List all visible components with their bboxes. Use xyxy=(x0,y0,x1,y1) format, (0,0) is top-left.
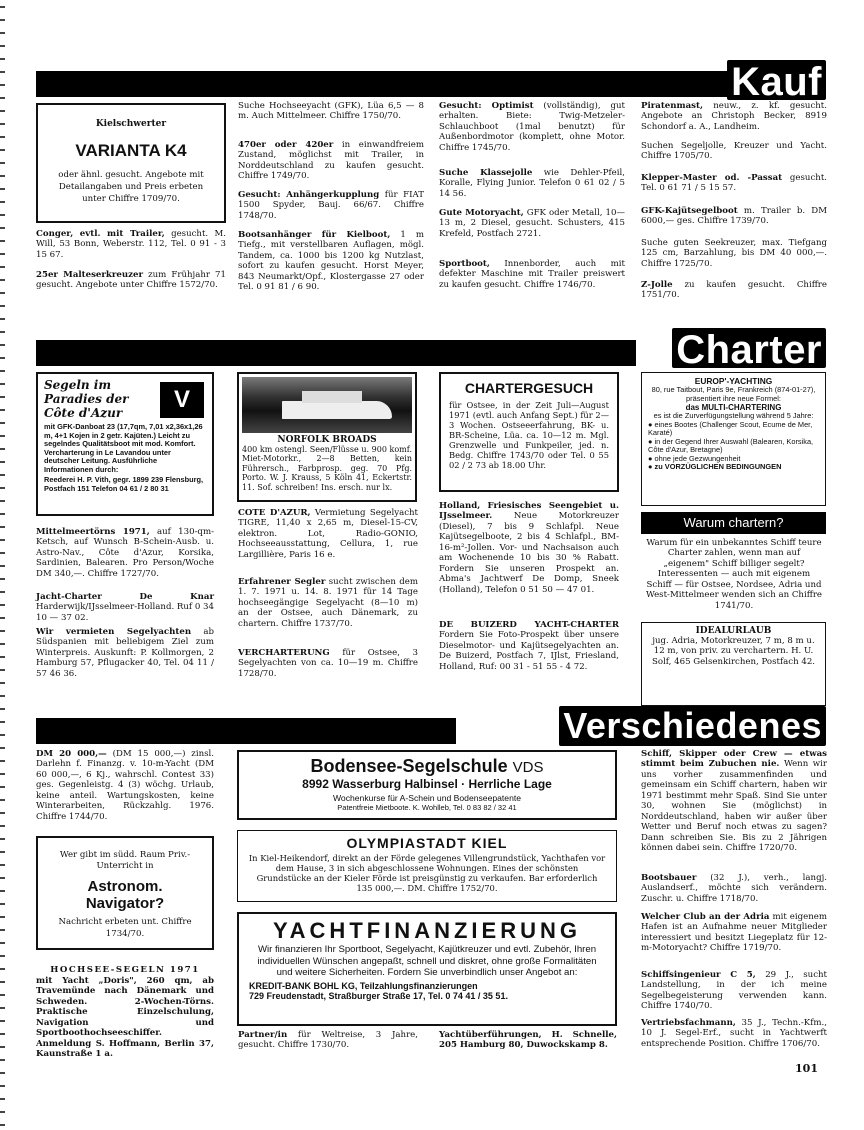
page-edge-binding xyxy=(0,0,5,1130)
kauf-ad-malteser: 25er Malteserkreuzer zum Frühjahr 71 gesucht. Angebote unter Chiffre 1572/70. xyxy=(36,270,226,291)
europ-bullet: ● ohne jede Gezwungenheit xyxy=(648,453,741,463)
astronom-box xyxy=(36,836,214,950)
yachtfin-contact-2: 729 Freudenstadt, Straßburger Straße 17, Tel. 0 74 41 / 35 51. xyxy=(249,990,508,1001)
kauf-ad-470er: 470er oder 420er in einwandfreiem Zustand, möglichst mit Trailer, in Norddeutschland zu kaufen gesucht. Chiffre 1749/70. xyxy=(238,140,424,182)
kauf-ad-bootsanhaenger: Bootsanhänger für Kielboot, 1 m Tiefg., mit verstellbaren Auflagen, mögl. Tandem, ca. 1000 bis 1200 kg Nutzlast, sofort zu kaufen gesucht. Horst Meyer, 843 Neumarkt/Opf., Klostergasse 27 oder Tel. 0 91 81 / 6 90. xyxy=(238,230,424,293)
charter-ad-deknar: Jacht-Charter De Knar Harderwijk/IJsselmeer-Holland. Ruf 0 34 10 — 37 02. xyxy=(36,592,214,623)
verschiedenes-section-title: Verschiedenes xyxy=(559,706,826,746)
kauf-ad-klepper: Klepper-Master od. -Passat gesucht. Tel. 0 61 71 / 5 15 57. xyxy=(641,173,827,194)
norfolk-title: NORFOLK BROADS xyxy=(277,435,377,445)
europ-title: EUROP'-YACHTING xyxy=(694,376,773,386)
versch-ad-vertriebsfachmann: Vertriebsfachmann, 35 J., Techn.-Kfm., 10 J. Segel-Erf., sucht in Yachtwerft entsprechende Position. Chiffre 1706/70. xyxy=(641,1018,827,1049)
bullet-dot-icon: ● xyxy=(648,419,653,429)
europ-intro: 80, rue Taitbout, Paris 9e, Frankreich (874-01-27), präsentiert ihre neue Formel: xyxy=(651,385,816,403)
chartergesuch-title: CHARTERGESUCH xyxy=(464,380,594,396)
kauf-section-bar xyxy=(36,71,736,97)
bodensee-sub: 8992 Wasserburg Halbinsel · Herrliche Lage xyxy=(302,777,552,791)
europ-formula: das MULTI-CHARTERING xyxy=(685,403,782,413)
kauf-ad-optimist: Gesucht: Optimist (vollständig), gut erhalten. Biete: Twig-Metzeler-Schlauchboot (1mal benutzt) für Außenbordmotor (komplett, ohne Motor. Chiffre 1745/70. xyxy=(439,101,625,153)
kauf-ad-piratenmast: Piratenmast, neuw., z. kf. gesucht. Angebote an Christoph Becker, 8919 Schondorf a. A., Landheim. xyxy=(641,101,827,132)
yachtfin-contact-1: KREDIT-BANK BOHL KG, Teilzahlungsfinanzierungen xyxy=(249,980,478,991)
kauf-ad-conger: Conger, evtl. mit Trailer, gesucht. M. Will, 53 Bonn, Weberstr. 112, Tel. 0 91 - 3 15 67. xyxy=(36,229,227,260)
kauf-section-title: Kauf xyxy=(727,60,826,100)
kauf-ad-motoryacht: Gute Motoryacht, GFK oder Metall, 10—13 m, 2 Diesel, gesucht. Schusters, 415 Krefeld, Postfach 2721. xyxy=(439,208,626,239)
idealurlaub-body: jug. Adria, Motorkreuzer, 7 m, 8 m u. 12 m, von priv. zu verchartern. H. U. Solf, 465 Gelsenkirchen, Postfach 42. xyxy=(651,636,816,667)
europ-yachting-box xyxy=(641,372,826,506)
kauf-ad-klassejolle: Suche Klassejolle wie Dehler-Pfeil, Koralle, Flying Junior. Telefon 0 61 02 / 5 14 56. xyxy=(439,168,625,199)
boat-photo xyxy=(242,377,412,433)
olympiastadt-box xyxy=(237,830,617,902)
bodensee-line2: Patentfreie Mietboote. K. Wohlleb, Tel. 0 83 82 / 32 41 xyxy=(337,803,517,812)
versch-ad-schiffsingenieur: Schiffsingenieur C 5, 29 J., sucht Landstellung, in der ich meine Segelbegeisterung verwenden kann. Chiffre 1740/70. xyxy=(641,970,827,1012)
olympiastadt-body: In Kiel-Heikendorf, direkt an der Förde gelegenes Villengrundstück, Yachthafen vor dem Hause, 3 in sich abgeschlossene Wohnungen. Eines der schönsten Grundstücke an der Kieler Förde ist preisgünstig zu verkaufen. Bar erforderlich 135 000,—. DM. Chiffre 1752/70. xyxy=(248,853,606,894)
verschiedenes-section-bar xyxy=(36,718,456,744)
europ-bullet: ● in der Gegend Ihrer Auswahl (Balearen, Korsika, Côte d'Azur, Bretagne) xyxy=(648,436,814,455)
warum-body: Warum für ein unbekanntes Schiff teure Charter zahlen, wenn man auf „eigenem" Schiff billiger segelt? Interessenten — auch mit eigenem Schiff — für Ostsee, Nordsee, Adria und West-Mittelmeer wenden sich an Chiffre 1741/70. xyxy=(645,538,823,611)
yachtfin-title: YACHTFINANZIERUNG xyxy=(273,918,581,943)
kauf-ad-sportboot: Sportboot, Innenborder, auch mit defekter Maschine mit Trailer preiswert zu kaufen gesucht. Chiffre 1746/70. xyxy=(439,259,625,290)
kauf-ad-gfk-kajuet: GFK-Kajütsegelboot m. Trailer b. DM 6000,— ges. Chiffre 1739/70. xyxy=(641,206,827,227)
boat-cabin-shape xyxy=(302,391,362,403)
bullet-dot-icon: ● xyxy=(648,462,653,472)
charter-ad-mittelmeer: Mittelmeertörns 1971, auf 130-qm-Ketsch, auf Wunsch B-Schein-Ausb. u. Astro-Nav., Côte d'Azur, Korsika, Sardinien, Balearen. Pro Person/Woche DM 340,—. Chiffre 1727/70. xyxy=(36,527,214,579)
bodensee-box xyxy=(237,750,617,820)
warum-title: Warum chartern? xyxy=(683,515,784,530)
page-number: 101 xyxy=(795,1062,818,1075)
varianta-title: VARIANTA K4 xyxy=(75,141,187,160)
astronom-title-1: Astronom. xyxy=(87,878,163,896)
segeln-logo: V xyxy=(160,382,204,418)
olympiastadt-title: OLYMPIASTADT KIEL xyxy=(346,835,508,851)
bodensee-title-suffix: VDS xyxy=(512,759,544,776)
charter-ad-buizerd: DE BUIZERD YACHT-CHARTER Fordern Sie Foto-Prospekt über unsere Dieselmotor- und Kajütsegelyachten an. De Buizerd, Postfach 7, IJlst, Friesland, Holland, Ruf: 00 31 - 51 55 - 4 72. xyxy=(439,620,619,672)
kauf-ad-anhaengerkupplung: Gesucht: Anhängerkupplung für FIAT 1500 Spyder, Bauj. 66/67. Chiffre 1748/70. xyxy=(238,190,424,221)
versch-ad-skipper: Schiff, Skipper oder Crew — etwas stimmt beim Zubuchen nie. Wenn wir uns vorher zusammenfinden und gemeinsam ein Schiff chartern, haben wir 1971 bestimmt mehr Spaß. Sind Sie unter 30, wohnen Sie (möglichst) in Norddeutschland, haben wir außer über Wetter und Beruf noch etwas zu sagen? Dann schreiben Sie. Bis zu 2 Jährigen können dabei sein. Chiffre 1720/70. xyxy=(641,749,827,854)
versch-ad-bootsbauer: Bootsbauer (32 J.), verh., langj. Auslandserf., möchte sich verändern. Zuschr. u. Chiffre 1718/70. xyxy=(641,873,827,904)
hochsee-body: mit Yacht „Doris", 260 qm, ab Travemünde nach Dänemark und Schweden. 2-Wochen-Törns. Praktische Einzelschulung, Navigation und Sportboothochseeschiffer. Anmeldung S. Hoffmann, Berlin 37, Kaunstraße 1 a. xyxy=(36,976,214,1060)
versch-ad-dm20000: DM 20 000,— (DM 15 000,—) zinsl. Darlehn f. Finanzg. v. 10-m-Yacht (DM 60 000,—, 6 Kj., wahrschl. Contest 33) ges. Gegenleistg. 4 (3) wöchg. Urlaub, keine anteil. Wartungskosten, keine Winterarbeiten, Rückzahlg. 1976. Chiffre 1744/70. xyxy=(36,749,215,822)
europ-formula-sub: es ist die Zurverfügungstellung während 5 Jahre: xyxy=(653,411,814,421)
charter-section-bar xyxy=(36,340,636,366)
chartergesuch-body: für Ostsee, in der Zeit Juli—August 1971 (evtl. auch Anfang Sept.) für 2—3 Wochen. Ostseeerfahrung, BK- u. BR-Scheine, Lüa. ca. 10—12 m. Mgl. Grenzwelle und Funkpeiler, jed. n. Bedg. Chiffre 1743/70 oder Tel. 0 55 02 / 2 73 ab 18.00 Uhr. xyxy=(449,400,609,470)
segeln-title-1: Segeln im xyxy=(44,378,112,392)
segeln-box xyxy=(36,372,214,516)
bodensee-line1: Wochenkurse für A-Schein und Bodenseepatente xyxy=(332,793,522,803)
chartergesuch-box xyxy=(439,372,619,492)
boat-hull-shape xyxy=(282,401,392,419)
astronom-intro: Wer gibt im südd. Raum Priv.-Unterricht in xyxy=(59,850,191,872)
versch-ad-ueberfuehrungen: Yachtüberführungen, H. Schnelle, 205 Hamburg 80, Duwockskamp 8. xyxy=(439,1030,617,1051)
charter-ad-vercharterung: VERCHARTERUNG für Ostsee, 3 Segelyachten von ca. 10—19 m. Chiffre 1728/70. xyxy=(238,648,418,679)
kauf-ad-z-jolle: Z-Jolle zu kaufen gesucht. Chiffre 1751/70. xyxy=(641,280,827,301)
hochsee-title: HOCHSEE-SEGELN 1971 xyxy=(50,965,200,975)
kauf-ad-hochseeyacht: Suche Hochseeyacht (GFK), Lüa 6,5 — 8 m. Auch Mittelmeer. Chiffre 1750/70. xyxy=(238,101,424,122)
europ-bullet: ● zu VORZÜGLICHEN BEDINGUNGEN xyxy=(648,462,782,472)
versch-ad-partner: Partner/in für Weltreise, 3 Jahre, gesucht. Chiffre 1730/70. xyxy=(238,1030,418,1051)
bodensee-title: Bodensee-Segelschule VDS xyxy=(310,756,544,776)
astronom-title-2: Navigator? xyxy=(85,895,165,913)
varianta-box xyxy=(36,103,226,223)
norfolk-body: 400 km ostengl. Seen/Flüsse u. 900 komf. Miet-Motorkr., 2—8 Betten, kein Führersch., Farbprosp. geg. 70 Pfg. Porto. W. J. Krauss, 5 Köln 41, Eckertstr. 11. Sof. schreiben! Ins. ersch. nur lx. xyxy=(242,445,412,492)
kauf-ad-seekreuzer: Suche guten Seekreuzer, max. Tiefgang 125 cm, Barzahlung, bis DM 40 000,—. Chiffre 1725/70. xyxy=(641,238,827,269)
idealurlaub-box xyxy=(641,622,826,706)
charter-ad-cotedazur: COTE D'AZUR, Vermietung Segelyacht TIGRE, 11,40 x 2,65 m, Diesel-15-CV, elektron. Lot, Radio-GONIO, Hochseeausstattung, Cellura, 1, rue Largillière, Paris 16 e. xyxy=(238,508,419,560)
varianta-kicker: Kielschwerter xyxy=(95,119,167,129)
idealurlaub-title: IDEALURLAUB xyxy=(695,626,772,636)
charter-ad-vermieten: Wir vermieten Segelyachten ab Südspanien mit beliebigem Ziel zum Winterpreis. Auskunft: P. Kollmorgen, 2 Hamburg 57, Pflugacker 40, Tel. 04 11 / 57 46 36. xyxy=(36,627,215,679)
charter-ad-holland: Holland, Friesisches Seengebiet u. IJsselmeer. Neue Motorkreuzer (Diesel), 7 bis 9 Schlafpl. Neue Kajütsegelboote, 2 bis 4 Schlafpl., BM-16-m²-Jollen. Vor- und Nachsaison auch am Wochenende 10 bis 30 % Rabatt. Fordern Sie unseren Prospekt an. Abma's Jachtwerf De Domp, Sneek (Holland), Telefon 0 51 50 — 47 01. xyxy=(439,501,619,595)
bullet-dot-icon: ● xyxy=(648,436,653,446)
segeln-contact: Reederei H. P. Vith, gegr. 1899 239 Flensburg, Postfach 151 Telefon 04 61 / 2 80 31 xyxy=(44,475,204,493)
segeln-title-3: Côte d'Azur xyxy=(44,406,123,420)
yachtfinanzierung-box xyxy=(237,912,617,1026)
charter-ad-erfahrener: Erfahrener Segler sucht zwischen dem 1. 7. 1971 u. 14. 8. 1971 für 14 Tage hochseegängige Segelyacht (8—10 m) an der Ostsee, auch Dänemark, zu chartern. Chiffre 1737/70. xyxy=(238,577,418,629)
charter-section-title: Charter xyxy=(672,328,826,368)
kauf-ad-segeljolle: Suchen Segeljolle, Kreuzer und Yacht. Chiffre 1705/70. xyxy=(641,141,827,162)
segeln-body: mit GFK-Danboat 23 (17,7qm, 7,01 x2,36x1,26 m, 4+1 Kojen in 2 getr. Kajüten.) Leicht zu segelndes Qualitätsboot mit mod. Komfort. Vercharterung in Le Lavandou unter deutscher Leitung. Ausführliche Informationen durch: xyxy=(44,422,203,474)
yachtfin-body: Wir finanzieren Ihr Sportboot, Segelyacht, Kajütkreuzer und evtl. Zubehör, Ihren individuellen Wünschen angepaßt, schnell und diskret, ohne große Formalitäten und weitere Sicherheiten. Fordern Sie unverbindlich unser Angebot an: xyxy=(257,944,597,978)
varianta-body: oder ähnl. gesucht. Angebote mit Detailangaben und Preis erbeten unter Chiffre 1709/70. xyxy=(58,170,204,205)
versch-ad-club-adria: Welcher Club an der Adria mit eigenem Hafen ist an Aufnahme neuer Mitglieder interessiert und besitzt Liegeplatz für 12-m-Motoryacht? Chiffre 1719/70. xyxy=(641,912,827,954)
bullet-dot-icon: ● xyxy=(648,453,653,463)
segeln-title-2: Paradies der xyxy=(44,392,129,406)
norfolk-box xyxy=(237,372,417,502)
europ-bullet: ● eines Bootes (Challenger Scout, Ecume de Mer, Karaté) xyxy=(648,419,813,438)
astronom-body: Nachricht erbeten unt. Chiffre 1734/70. xyxy=(58,917,192,939)
